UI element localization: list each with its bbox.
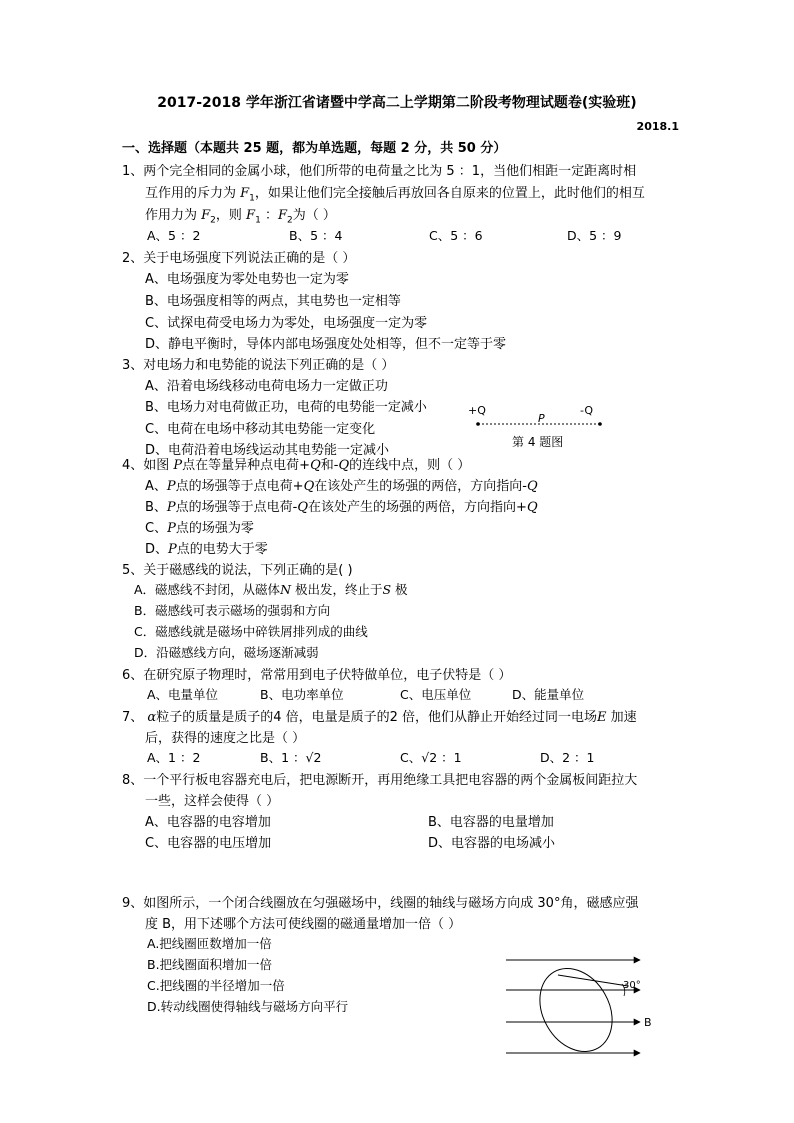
q1-option-b: B、5 ：4	[289, 228, 343, 243]
q9-option-c: C.把线圈的半径增加一倍	[147, 978, 285, 993]
q4-stem: 4、如图 P点在等量异种点电荷+Q和-Q的连线中点，则（ ）	[122, 458, 471, 473]
q5-option-c: C．磁感线就是磁场中碎铁屑排列成的曲线	[134, 624, 368, 639]
q2-stem: 2、关于电场强度下列说法正确的是（ ）	[122, 251, 356, 266]
q7-line2: 后，获得的速度之比是（ ）	[145, 731, 306, 746]
figure-4	[460, 402, 620, 452]
exam-date: 2018.1	[636, 120, 679, 133]
q1-line2: 互作用的斥力为 $F_1$，如果让他们完全接触后再放回各自原来的位置上，此时他们的相互	[145, 186, 645, 204]
q9-option-d: D.转动线圈使得轴线与磁场方向平行	[147, 999, 349, 1014]
q3-option-b: B、电场力对电荷做正功，电荷的电势能一定减小	[145, 400, 427, 415]
q2-option-a: A、电场强度为零处电势也一定为零	[145, 272, 349, 287]
q4-option-b: B、P点的场强等于点电荷-Q在该处产生的场强的两倍，方向指向+Q	[145, 500, 538, 515]
q1-option-c: C、5 ：6	[429, 228, 483, 243]
coil-axis-line	[558, 975, 628, 986]
coil-ellipse	[525, 955, 626, 1064]
q2-option-c: C、试探电荷受电场力为零处，电场强度一定为零	[145, 316, 428, 331]
charge-minus-dot	[598, 422, 602, 426]
q1-option-a: A、5 ：2	[147, 228, 201, 243]
angle-label: 30°	[623, 980, 641, 991]
q6-stem: 6、在研究原子物理时，常常用到电子伏特做单位，电子伏特是（ ）	[122, 668, 512, 683]
q7-option-c: C、√2 ：1	[400, 750, 462, 765]
q3-stem: 3、对电场力和电势能的说法下列正确的是（ ）	[122, 358, 395, 373]
sqrt-two: √2	[305, 750, 322, 765]
q5-option-a: A．磁感线不封闭，从磁体N 极出发，终止于S 极	[134, 582, 408, 597]
charge-plus-label: +Q	[468, 404, 486, 417]
page-title: 2017-2018 学年浙江省诸暨中学高二上学期第二阶段考物理试题卷(实验班)	[157, 95, 637, 111]
q1-line1: 1、两个完全相同的金属小球，他们所带的电荷量之比为 5 ：1，当他们相距一定距离时相	[122, 164, 637, 179]
q7-option-d: D、2 ：1	[540, 750, 595, 765]
q2-option-d: D、静电平衡时，导体内部电场强度处处相等，但不一定等于零	[145, 337, 507, 352]
figure-9	[500, 950, 680, 1065]
q8-option-a: A、电容器的电容增加	[145, 815, 271, 830]
q9-option-b: B.把线圈面积增加一倍	[147, 957, 273, 972]
q3-option-c: C、电荷在电场中移动其电势能一定变化	[145, 422, 376, 437]
q5-option-d: D．沿磁感线方向，磁场逐渐减弱	[134, 645, 319, 660]
sqrt-two: √2	[421, 750, 438, 765]
q3-option-a: A、沿着电场线移动电荷电场力一定做正功	[145, 379, 388, 394]
q9-option-a: A.把线圈匝数增加一倍	[147, 936, 272, 951]
q9-line1: 9、如图所示，一个闭合线圈放在匀强磁场中，线圈的轴线与磁场方向成 30°角，磁感应强	[122, 896, 639, 911]
q3-option-d: D、电荷沿着电场线运动其电势能一定减小	[145, 443, 390, 458]
q6-option-d: D、能量单位	[512, 687, 585, 702]
q8-line1: 8、一个平行板电容器充电后，把电源断开，再用绝缘工具把电容器的两个金属板间距拉大	[122, 773, 638, 788]
figure-4-caption: 第 4 题图	[512, 435, 564, 449]
q8-option-b: B、电容器的电量增加	[428, 815, 554, 830]
field-label: B	[644, 1016, 652, 1029]
charge-minus-label: -Q	[580, 404, 594, 417]
q8-option-d: D、电容器的电场减小	[428, 836, 556, 851]
point-p-label: P	[538, 412, 545, 425]
q4-option-c: C、P点的场强为零	[145, 521, 254, 536]
q7-option-b: B、1 ：√2	[260, 750, 322, 765]
q7-line1: 7、 α粒子的质量是质子的4 倍，电量是质子的2 倍，他们从静止开始经过同一电场E 加速	[122, 710, 637, 725]
q2-option-b: B、电场强度相等的两点，其电势也一定相等	[145, 294, 401, 309]
q5-stem: 5、关于磁感线的说法，下列正确的是( )	[122, 563, 353, 578]
q8-option-c: C、电容器的电压增加	[145, 836, 272, 851]
q1-line3: 作用力为 $F_2$，则 $F_1$ ：$F_2$为（ ）	[145, 208, 336, 226]
q6-option-b: B、电功率单位	[260, 687, 344, 702]
q4-option-a: A、P点的场强等于点电荷+Q在该处产生的场强的两倍，方向指向-Q	[145, 479, 538, 494]
q6-option-c: C、电压单位	[400, 687, 472, 702]
charge-plus-dot	[476, 422, 480, 426]
q6-option-a: A、电量单位	[147, 687, 219, 702]
q7-option-a: A、1 ：2	[147, 750, 201, 765]
q8-line2: 一些，这样会使得（ ）	[145, 794, 280, 809]
section-title: 一、选择题（本题共 25 题，都为单选题，每题 2 分，共 50 分）	[122, 141, 507, 156]
q5-option-b: B．磁感线可表示磁场的强弱和方向	[134, 603, 331, 618]
q4-option-d: D、P点的电势大于零	[145, 542, 268, 557]
q1-option-d: D、5 ：9	[567, 228, 622, 243]
q9-line2: 度 B，用下述哪个方法可使线圈的磁通量增加一倍（ ）	[145, 917, 462, 932]
